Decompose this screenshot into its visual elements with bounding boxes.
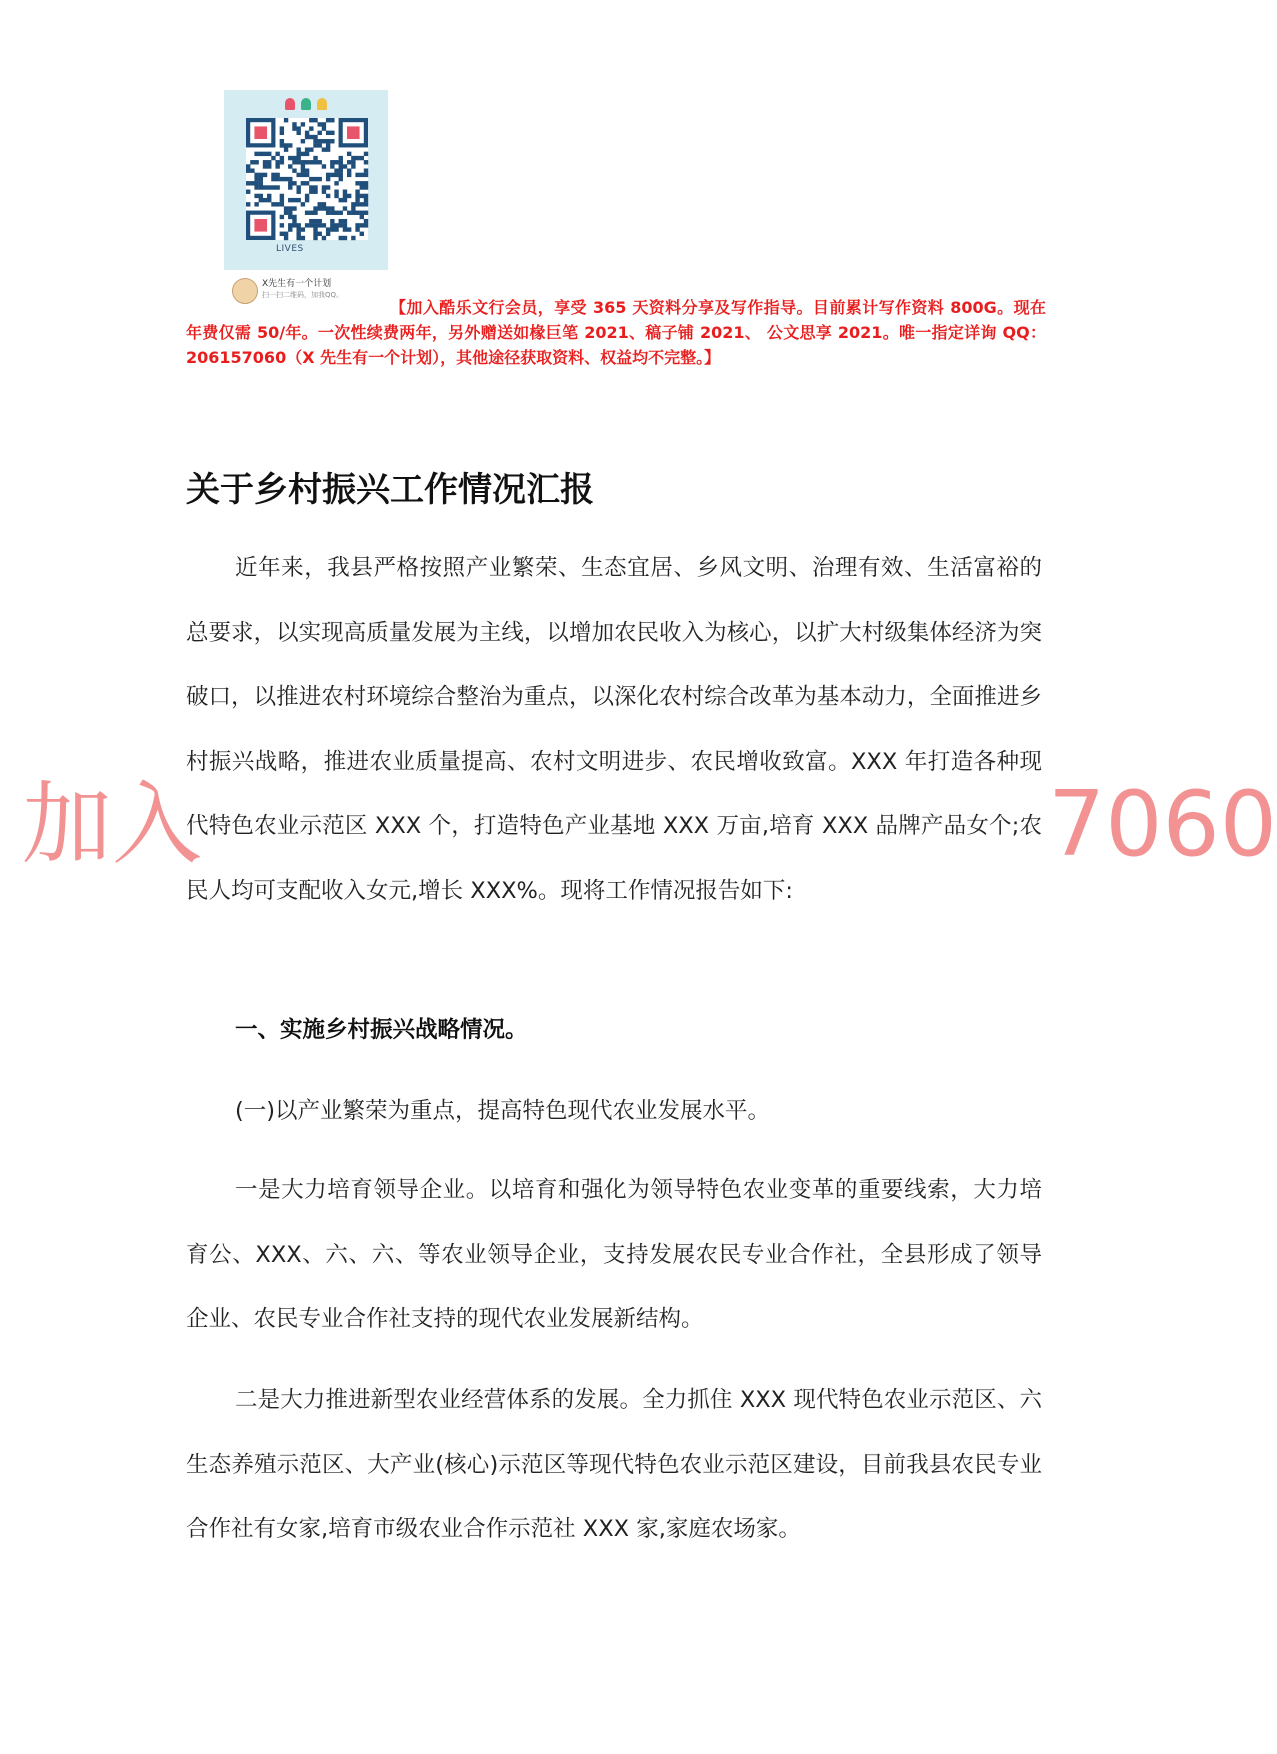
watermark-right: 7060 [1048,772,1277,877]
page-title: 关于乡村振兴工作情况汇报 [186,470,594,510]
subsection-heading: (一)以产业繁荣为重点，提高特色现代农业发展水平。 [235,1098,771,1124]
qr-profile-hint: 扫一扫二维码，加我QQ。 [262,291,344,299]
qr-code-icon [246,118,368,240]
ghost-red-icon [285,98,295,110]
body-paragraph: 一是大力培育领导企业。以培育和强化为领导特色农业变革的重要线索，大力培育公、XXX、六、六、等农业领导企业，支持发展农民专业合作社，全县形成了领导企业、农民专业合作社支持的现代农业发展新结构。 [186,1177,1042,1332]
watermark-left: 加入 [22,772,202,877]
ghost-green-icon [301,98,311,110]
section-heading: 一、实施乡村振兴战略情况。 [235,1017,528,1043]
ghost-yellow-icon [317,98,327,110]
intro-paragraph: 近年来，我县严格按照产业繁荣、生态宜居、乡风文明、治理有效、生活富裕的总要求，以实现高质量发展为主线，以增加农民收入为核心，以扩大村级集体经济为突破口，以推进农村环境综合整治为重点，以深化农村综合改革为基本动力，全面推进乡村振兴战略，推进农业质量提高、农村文明进步、农民增收致富。XXX 年打造各种现代特色农业示范区 XXX 个，打造特色产业基地 XXX 万亩,培育 XXX 品牌产品女个;农民人均可支配收入女元,增长 XXX%。现将工作情况报告如下: [186,555,1042,904]
qr-code-card [224,90,388,270]
qr-lives-label: LIVES [276,244,304,254]
ghost-icons [232,98,380,114]
body-paragraph: 二是大力推进新型农业经营体系的发展。全力抓住 XXX 现代特色农业示范区、六生态养殖示范区、大产业(核心)示范区等现代特色农业示范区建设，目前我县农民专业合作社有女家,培育市级农业合作示范社 XXX 家,家庭农场家。 [186,1387,1042,1542]
qr-profile-name: X先生有一个计划 [262,279,332,289]
membership-notice: 【加入酷乐文行会员，享受 365 天资料分享及写作指导。目前累计写作资料 800G。现在年费仅需 50/年。一次性续费两年，另外赠送如椽巨笔 2021、稿子铺 2021、 公文思享 2021。唯一指定详询 QQ：206157060（X 先生有一个计划），其他途径获取资料、权益均不完整。】 [186,298,1046,367]
